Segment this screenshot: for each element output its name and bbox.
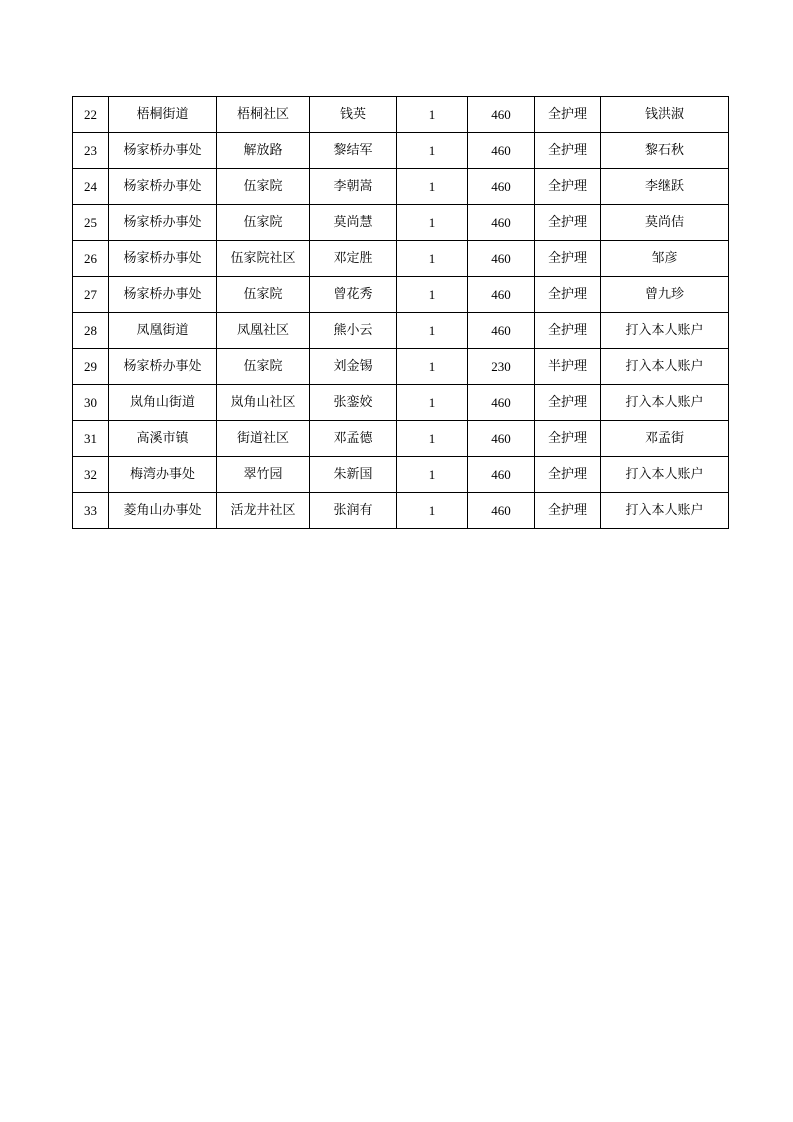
payee-cell: 黎石秋 [601,133,729,169]
street-cell: 高溪市镇 [109,421,217,457]
community-cell: 岚角山社区 [217,385,310,421]
table-row [73,421,729,457]
row-number-cell: 29 [73,349,109,385]
street-cell: 凤凰街道 [109,313,217,349]
payee-cell: 曾九珍 [601,277,729,313]
payee-cell: 邓孟街 [601,421,729,457]
payee-cell: 莫尚佶 [601,205,729,241]
payee-cell: 李继跃 [601,169,729,205]
person-name-cell: 朱新国 [310,457,397,493]
care-level-cell: 全护理 [535,169,601,205]
count-cell: 1 [397,313,468,349]
row-number-cell: 26 [73,241,109,277]
care-level-cell: 全护理 [535,457,601,493]
count-cell: 1 [397,385,468,421]
row-number-cell: 30 [73,385,109,421]
community-cell: 伍家院 [217,277,310,313]
payee-cell: 邹彦 [601,241,729,277]
count-cell: 1 [397,349,468,385]
row-number-cell: 23 [73,133,109,169]
amount-cell: 460 [468,241,535,277]
row-number-cell: 31 [73,421,109,457]
table-row [73,277,729,313]
community-cell: 伍家院社区 [217,241,310,277]
street-cell: 杨家桥办事处 [109,277,217,313]
amount-cell: 460 [468,205,535,241]
street-cell: 杨家桥办事处 [109,349,217,385]
payee-cell: 打入本人账户 [601,457,729,493]
amount-cell: 460 [468,385,535,421]
community-cell: 活龙井社区 [217,493,310,529]
row-number-cell: 28 [73,313,109,349]
table-row [73,457,729,493]
person-name-cell: 邓定胜 [310,241,397,277]
community-cell: 解放路 [217,133,310,169]
person-name-cell: 李朝嵩 [310,169,397,205]
row-number-cell: 27 [73,277,109,313]
count-cell: 1 [397,97,468,133]
care-level-cell: 全护理 [535,133,601,169]
amount-cell: 460 [468,97,535,133]
count-cell: 1 [397,205,468,241]
amount-cell: 460 [468,277,535,313]
row-number-cell: 32 [73,457,109,493]
count-cell: 1 [397,493,468,529]
community-cell: 梧桐社区 [217,97,310,133]
care-level-cell: 全护理 [535,493,601,529]
row-number-cell: 24 [73,169,109,205]
street-cell: 梅湾办事处 [109,457,217,493]
community-cell: 翠竹园 [217,457,310,493]
person-name-cell: 钱英 [310,97,397,133]
person-name-cell: 刘金锡 [310,349,397,385]
amount-cell: 460 [468,493,535,529]
amount-cell: 460 [468,313,535,349]
payee-cell: 打入本人账户 [601,313,729,349]
street-cell: 菱角山办事处 [109,493,217,529]
amount-cell: 460 [468,457,535,493]
person-name-cell: 邓孟德 [310,421,397,457]
care-level-cell: 全护理 [535,241,601,277]
count-cell: 1 [397,169,468,205]
community-cell: 伍家院 [217,169,310,205]
care-level-cell: 全护理 [535,205,601,241]
count-cell: 1 [397,421,468,457]
table-row [73,97,729,133]
person-name-cell: 曾花秀 [310,277,397,313]
care-level-cell: 全护理 [535,277,601,313]
street-cell: 岚角山街道 [109,385,217,421]
subsidy-roster-table [72,96,729,529]
count-cell: 1 [397,133,468,169]
person-name-cell: 张润有 [310,493,397,529]
street-cell: 杨家桥办事处 [109,169,217,205]
table-row [73,205,729,241]
street-cell: 梧桐街道 [109,97,217,133]
count-cell: 1 [397,277,468,313]
amount-cell: 230 [468,349,535,385]
care-level-cell: 全护理 [535,385,601,421]
amount-cell: 460 [468,133,535,169]
table-row [73,385,729,421]
payee-cell: 打入本人账户 [601,349,729,385]
table-row [73,313,729,349]
payee-cell: 打入本人账户 [601,385,729,421]
care-level-cell: 全护理 [535,313,601,349]
table-row [73,349,729,385]
care-level-cell: 全护理 [535,97,601,133]
street-cell: 杨家桥办事处 [109,133,217,169]
row-number-cell: 25 [73,205,109,241]
table-row [73,493,729,529]
street-cell: 杨家桥办事处 [109,205,217,241]
payee-cell: 打入本人账户 [601,493,729,529]
community-cell: 街道社区 [217,421,310,457]
community-cell: 伍家院 [217,205,310,241]
table-row [73,169,729,205]
street-cell: 杨家桥办事处 [109,241,217,277]
person-name-cell: 莫尚慧 [310,205,397,241]
community-cell: 伍家院 [217,349,310,385]
roster-body [73,97,729,529]
community-cell: 凤凰社区 [217,313,310,349]
amount-cell: 460 [468,169,535,205]
row-number-cell: 33 [73,493,109,529]
table-row [73,241,729,277]
care-level-cell: 半护理 [535,349,601,385]
person-name-cell: 张銮姣 [310,385,397,421]
amount-cell: 460 [468,421,535,457]
table-row [73,133,729,169]
person-name-cell: 黎结军 [310,133,397,169]
count-cell: 1 [397,241,468,277]
row-number-cell: 22 [73,97,109,133]
count-cell: 1 [397,457,468,493]
payee-cell: 钱洪淑 [601,97,729,133]
care-level-cell: 全护理 [535,421,601,457]
person-name-cell: 熊小云 [310,313,397,349]
